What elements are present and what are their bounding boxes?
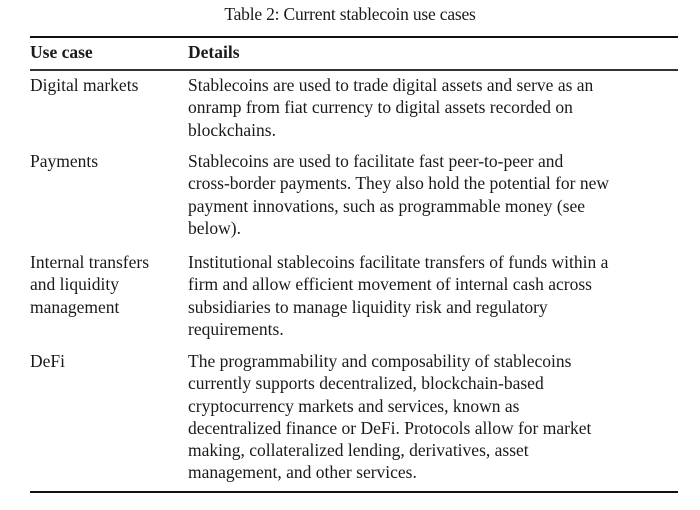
use-case-cell: Digital markets (30, 75, 139, 95)
details-cell: The programmability and composability of stablecoins currently supports decentralized, blockchain-based cryptocurrency markets and services, known as decentralized finance or DeFi. Protocols allow for market making, collateralized lending, derivatives, asset management, and other services. (188, 351, 592, 483)
details-cell: Stablecoins are used to trade digital assets and serve as an onramp from fiat currency to digital assets recorded on blockchains. (188, 75, 594, 140)
use-case-cell: DeFi (30, 351, 65, 371)
use-case-cell: Payments (30, 151, 99, 171)
details-cell: Stablecoins are used to facilitate fast peer-to-peer and cross-border payments. They also hold the potential for new payment innovations, such as programmable money (see below). (188, 151, 610, 238)
details-cell: Institutional stablecoins facilitate transfers of funds within a firm and allow efficient movement of internal cash across subsidiaries to manage liquidity risk and regulatory requirements. (188, 252, 609, 339)
header-details: Details (188, 42, 240, 62)
top-rule (30, 36, 678, 38)
header-use-case: Use case (30, 42, 93, 62)
bottom-rule (30, 491, 678, 493)
use-case-cell: Internal transfers and liquidity management (30, 252, 150, 317)
header-rule (30, 69, 678, 71)
table-caption: Table 2: Current stablecoin use cases (224, 4, 476, 24)
